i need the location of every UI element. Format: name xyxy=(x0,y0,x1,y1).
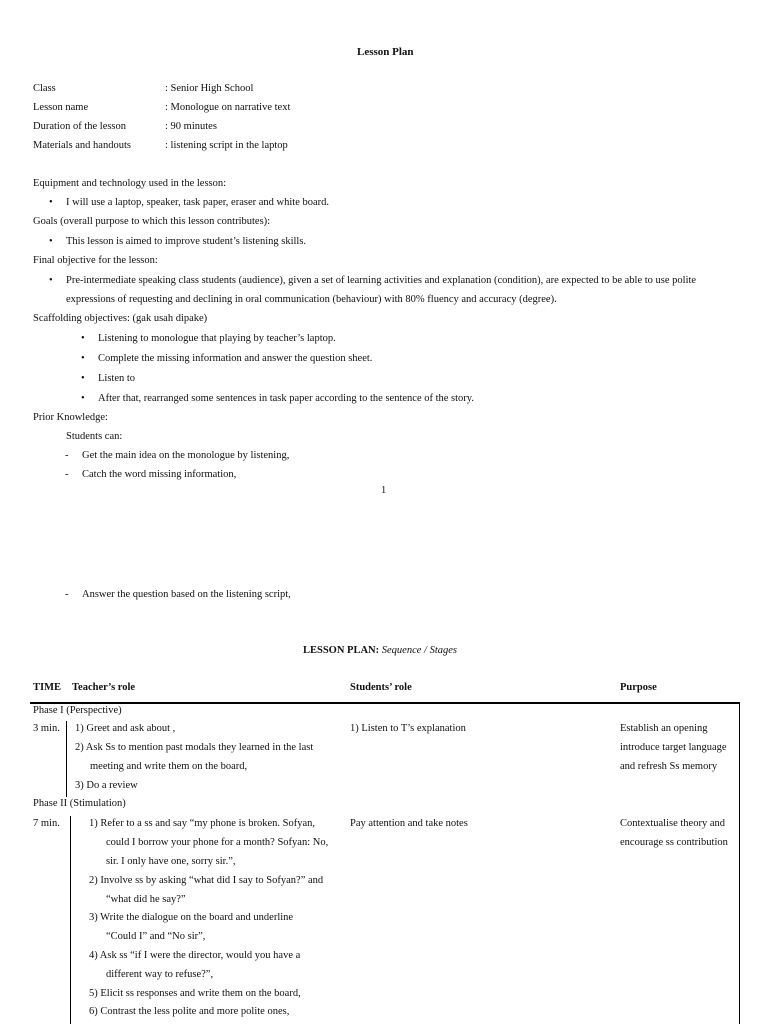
equipment-item: • I will use a laptop, speaker, task paper, eraser and white board. xyxy=(66,197,329,208)
phase-2-teacher-line: different way to refuse?”, xyxy=(106,969,214,980)
phase-1-purpose-line: and refresh Ss memory xyxy=(620,761,718,772)
phase-2-teacher-line: 5) Elicit ss responses and write them on the board, xyxy=(89,988,301,999)
scaffolding-item: • Listening to monologue that playing by teacher’s laptop. xyxy=(98,333,336,344)
info-label: Materials and handouts xyxy=(33,140,131,151)
phase-2-teacher-line: sir. I only have one, sorry sir.”, xyxy=(106,856,236,867)
phase-1-teacher-line: meeting and write them on the board, xyxy=(90,761,248,772)
scaffolding-item: • Complete the missing information and answer the question sheet. xyxy=(98,353,372,364)
goals-item: • This lesson is aimed to improve student’s listening skills. xyxy=(66,236,306,247)
prior-item: - Answer the question based on the listening script, xyxy=(82,589,291,600)
info-label: Class xyxy=(33,83,56,94)
table-header-rule xyxy=(30,702,740,704)
prior-knowledge-heading: Prior Knowledge: xyxy=(33,412,108,423)
phase-2-teacher-line: 6) Contrast the less polite and more polite ones, xyxy=(89,1006,290,1017)
scaffolding-item: • After that, rearranged some sentences in task paper according to the sentence of the story. xyxy=(98,393,474,404)
phase-2-time: 7 min. xyxy=(33,818,60,829)
table-header-purpose: Purpose xyxy=(620,682,657,693)
table-header-teacher: Teacher’s role xyxy=(72,682,136,693)
phase-2-teacher-line: 1) Refer to a ss and say “my phone is broken. Sofyan, xyxy=(89,818,315,829)
info-value: : Senior High School xyxy=(165,83,254,94)
sequence-title-bold: LESSON PLAN: xyxy=(303,645,380,656)
phase-2-teacher-line: 2) Involve ss by asking “what did I say to Sofyan?” and xyxy=(89,875,324,886)
phase-2-teacher-line: “Could I” and “No sir”, xyxy=(106,931,206,942)
page-title: Lesson Plan xyxy=(357,46,414,58)
phase-1-teacher-line: 3) Do a review xyxy=(75,780,138,791)
phase-1-purpose-line: introduce target language xyxy=(620,742,727,753)
prior-item: - Catch the word missing information, xyxy=(82,469,236,480)
phase-1-purpose-line: Establish an opening xyxy=(620,723,708,734)
info-value: : Monologue on narrative text xyxy=(165,102,291,113)
phase-2-purpose-line: Contextualise theory and xyxy=(620,818,725,829)
phase-2-teacher-line: could I borrow your phone for a month? Sofyan: No, xyxy=(106,837,329,848)
phase-2-teacher-line: 3) Write the dialogue on the board and underline xyxy=(89,912,294,923)
prior-item: - Get the main idea on the monologue by listening, xyxy=(82,450,289,461)
phase-2-purpose-line: encourage ss contribution xyxy=(620,837,728,848)
page-number: 1 xyxy=(381,485,387,496)
info-value: : listening script in the laptop xyxy=(165,140,288,151)
final-objective-item-cont: expressions of requesting and declining in oral communication (behaviour) with 80% fluency and accuracy (degree). xyxy=(66,294,557,305)
phase-1-teacher-line: 1) Greet and ask about , xyxy=(75,723,176,734)
equipment-heading: Equipment and technology used in the lesson: xyxy=(33,178,227,189)
table-right-border xyxy=(739,702,740,1024)
sequence-title-italic: Sequence / Stages xyxy=(379,645,457,656)
phase-2-students: Pay attention and take notes xyxy=(350,818,468,829)
info-label: Duration of the lesson xyxy=(33,121,127,132)
phase-1-students: 1) Listen to T’s explanation xyxy=(350,723,466,734)
phase-2-label: Phase II (Stimulation) xyxy=(33,798,126,809)
final-objective-heading: Final objective for the lesson: xyxy=(33,255,158,266)
final-objective-item: • Pre-intermediate speaking class students (audience), given a set of learning activities and explanation (condition), are expected to be able to use polite xyxy=(66,275,696,286)
info-value: : 90 minutes xyxy=(165,121,217,132)
info-label: Lesson name xyxy=(33,102,89,113)
phase-1-teacher-line: 2) Ask Ss to mention past modals they learned in the last xyxy=(75,742,314,753)
table-header-time: TIME xyxy=(33,682,62,693)
time-column-divider xyxy=(70,816,71,1024)
phase-2-teacher-line: “what did he say?” xyxy=(106,894,186,905)
scaffolding-heading: Scaffolding objectives: (gak usah dipake) xyxy=(33,313,208,324)
time-column-divider xyxy=(66,721,67,797)
goals-heading: Goals (overall purpose to which this lesson contributes): xyxy=(33,216,271,227)
phase-1-time: 3 min. xyxy=(33,723,60,734)
sequence-title xyxy=(303,645,457,656)
scaffolding-item: • Listen to xyxy=(98,373,135,384)
phase-2-teacher-line: 4) Ask ss “if I were the director, would you have a xyxy=(89,950,301,961)
table-header-students: Students’ role xyxy=(350,682,412,693)
students-can: Students can: xyxy=(66,431,123,442)
phase-1-label: Phase I (Perspective) xyxy=(33,705,122,716)
